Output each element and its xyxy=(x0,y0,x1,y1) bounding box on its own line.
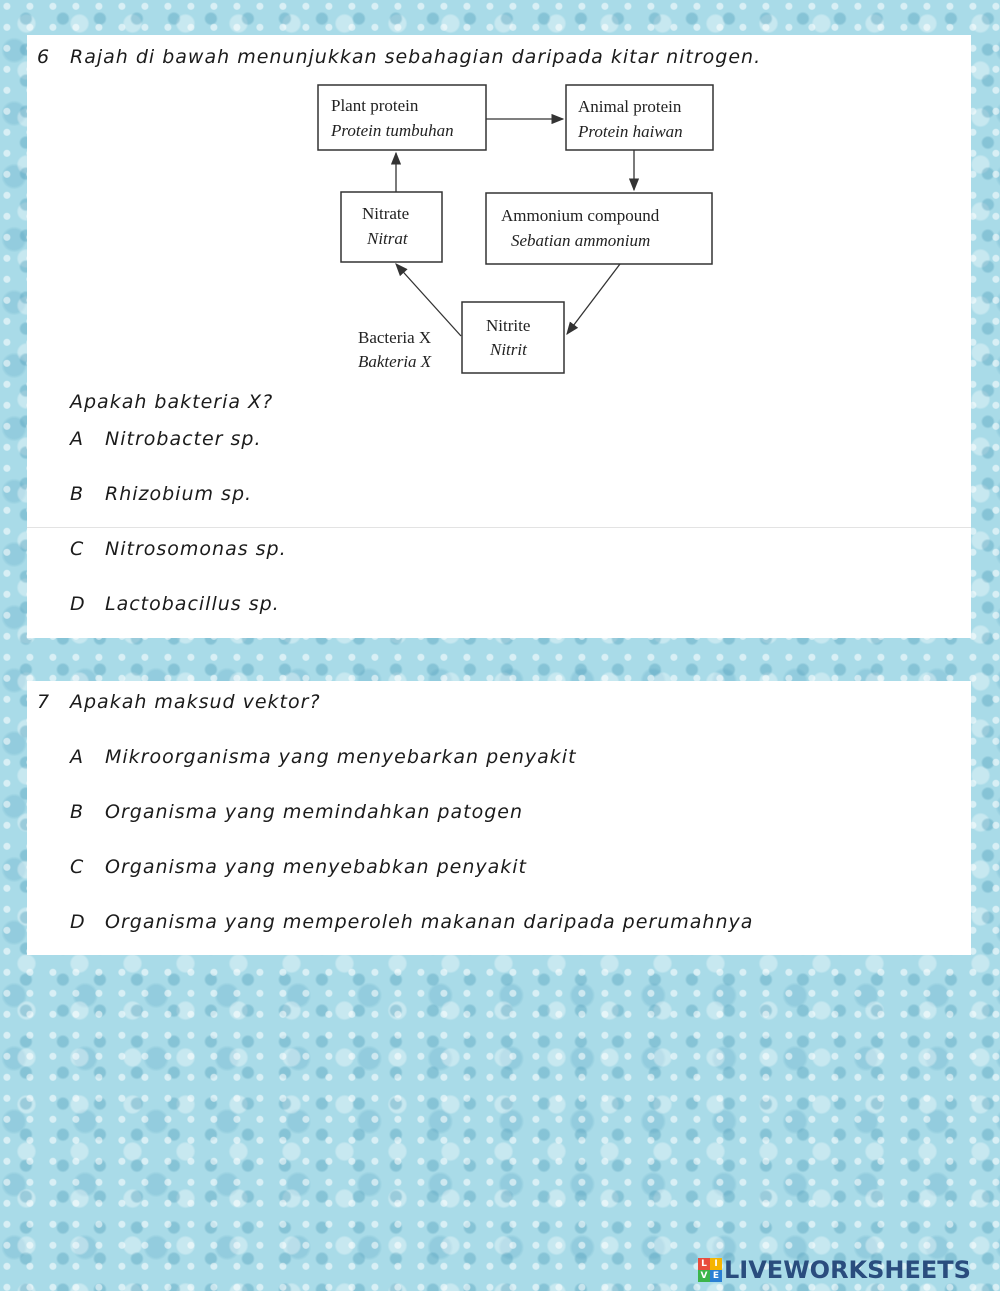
option-text: Nitrobacter sp. xyxy=(105,428,262,450)
option-text: Organisma yang memperoleh makanan daripada perumahnya xyxy=(105,911,754,933)
divider xyxy=(27,527,971,528)
nitrite-label-ms: Nitrit xyxy=(490,340,527,359)
ammonium-compound-box xyxy=(486,193,712,264)
option-letter: D xyxy=(70,593,86,615)
animal-protein-label: Animal protein xyxy=(578,97,682,116)
arrow-nitrite-to-nitrate xyxy=(396,264,461,336)
question-7-panel xyxy=(27,681,971,955)
option-text: Organisma yang menyebabkan penyakit xyxy=(105,856,527,878)
option-letter: A xyxy=(70,746,84,768)
question-6-panel xyxy=(27,35,971,638)
nitrite-box xyxy=(462,302,564,373)
ammonium-label: Ammonium compound xyxy=(501,206,660,225)
nitrite-label: Nitrite xyxy=(486,316,531,335)
option-letter: A xyxy=(70,428,84,450)
option-text: Lactobacillus sp. xyxy=(105,593,280,615)
nitrate-label-ms: Nitrat xyxy=(367,229,408,248)
logo-mark-letter: V xyxy=(698,1270,710,1282)
logo-mark-letter: L xyxy=(698,1258,710,1270)
liveworksheets-logo xyxy=(698,1255,971,1285)
nitrate-label: Nitrate xyxy=(362,204,410,223)
animal-protein-label-ms: Protein haiwan xyxy=(578,122,683,141)
ammonium-label-ms: Sebatian ammonium xyxy=(511,231,651,250)
option-letter: C xyxy=(70,856,85,878)
question-6-stem: Rajah di bawah menunjukkan sebahagian daripada kitar nitrogen. xyxy=(70,46,762,68)
nitrate-box xyxy=(341,192,442,262)
arrow-ammonium-to-nitrite xyxy=(567,264,620,334)
question-7-number: 7 xyxy=(37,691,51,713)
plant-protein-label-ms: Protein tumbuhan xyxy=(331,121,454,140)
plant-protein-label: Plant protein xyxy=(331,96,419,115)
option-text: Organisma yang memindahkan patogen xyxy=(105,801,523,823)
question-6-prompt: Apakah bakteria X? xyxy=(70,391,274,413)
option-text: Mikroorganisma yang menyebarkan penyakit xyxy=(105,746,577,768)
nitrogen-cycle-diagram xyxy=(27,35,971,395)
option-letter: C xyxy=(70,538,85,560)
option-text: Rhizobium sp. xyxy=(105,483,253,505)
option-letter: D xyxy=(70,911,86,933)
question-6-number: 6 xyxy=(37,46,51,68)
option-letter: B xyxy=(70,483,85,505)
liveworksheets-logo-icon xyxy=(698,1258,722,1282)
liveworksheets-brand-text: LIVEWORKSHEETS xyxy=(724,1256,971,1284)
logo-mark-letter: I xyxy=(710,1258,722,1270)
question-7-stem: Apakah maksud vektor? xyxy=(70,691,321,713)
option-letter: B xyxy=(70,801,85,823)
bacteria-x-label: Bacteria X xyxy=(358,328,432,347)
option-text: Nitrosomonas sp. xyxy=(105,538,287,560)
logo-mark-letter: E xyxy=(710,1270,722,1282)
animal-protein-box xyxy=(566,85,713,150)
plant-protein-box xyxy=(318,85,486,150)
bacteria-x-label-ms: Bakteria X xyxy=(358,352,432,371)
